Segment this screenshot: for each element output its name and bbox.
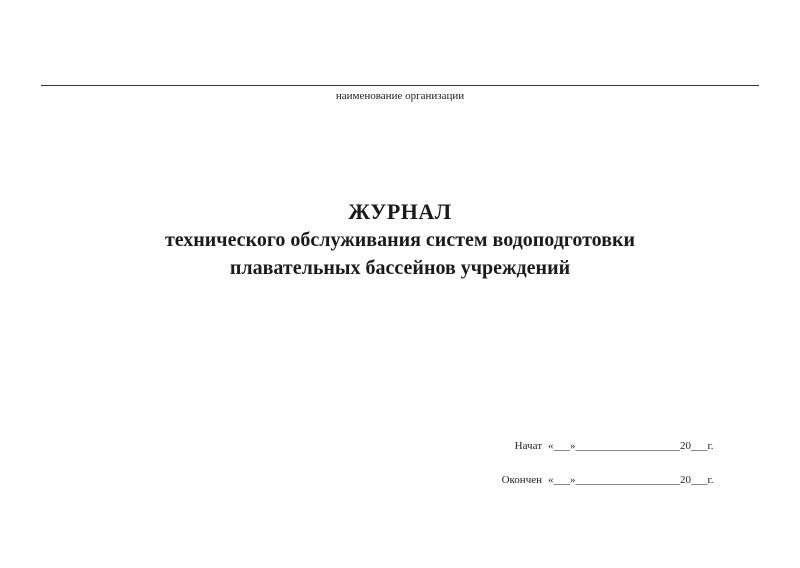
title-block [0, 198, 800, 282]
title-line-2: плавательных бассейнов учреждений [229, 257, 571, 279]
end-date-row [470, 474, 770, 492]
start-date-blank: «___»___________________20___г. [548, 440, 714, 452]
title-line-1: технического обслуживания систем водоподготовки [164, 229, 636, 251]
title-main: ЖУРНАЛ [348, 199, 452, 224]
dates-block [470, 440, 770, 508]
end-date-label: Окончен [501, 474, 542, 486]
organization-caption: наименование организации [335, 90, 465, 102]
start-date-row [470, 440, 770, 458]
organization-name-line [41, 85, 759, 86]
start-date-label: Начат [514, 440, 542, 452]
end-date-blank: «___»___________________20___г. [548, 474, 714, 486]
